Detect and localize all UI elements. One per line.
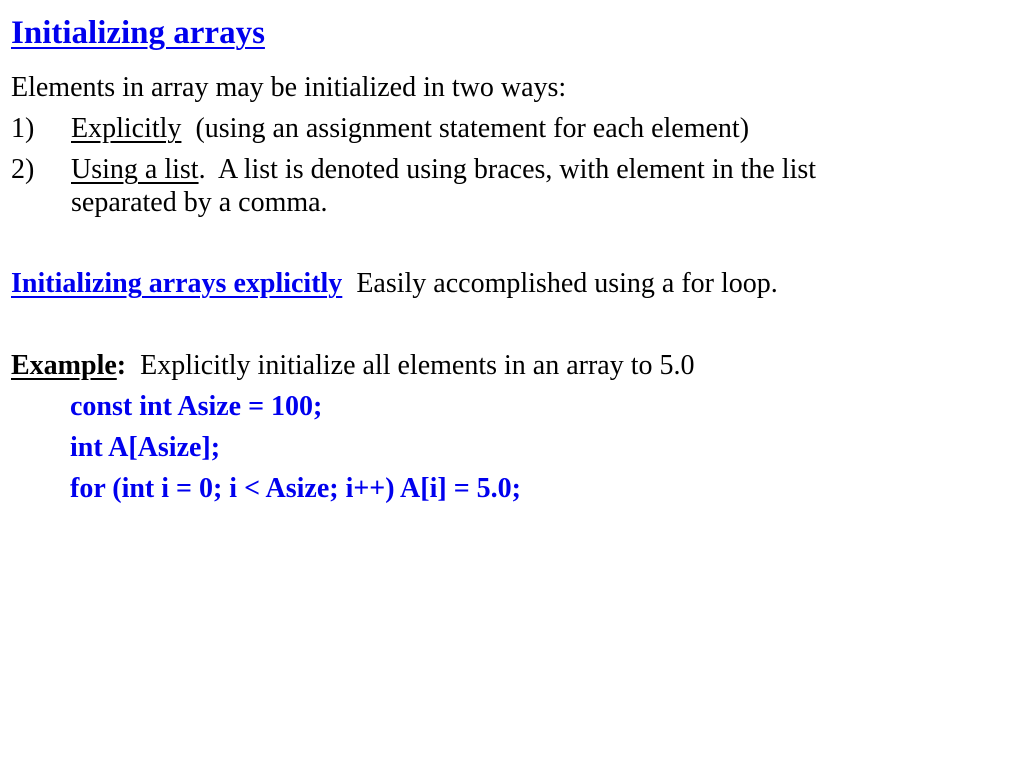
slide-title: Initializing arrays — [11, 15, 265, 51]
list-item-body — [71, 113, 749, 145]
example-text: Explicitly initialize all elements in an array to 5.0 — [126, 350, 695, 381]
code-line: int A[Asize]; — [70, 432, 221, 463]
list-item-body — [71, 154, 816, 186]
list-text: (using an assignment statement for each element) — [181, 113, 750, 144]
section-text: Easily accomplished using a for loop. — [342, 268, 778, 299]
list-term: Explicitly — [71, 113, 182, 144]
code-line: const int Asize = 100; — [70, 391, 323, 422]
section-heading: Initializing arrays explicitly — [11, 268, 343, 299]
list-number: 2) — [11, 154, 35, 185]
list-number: 1) — [11, 113, 35, 144]
example-colon: : — [116, 350, 127, 381]
code-line: for (int i = 0; i < Asize; i++) A[i] = 5.0; — [70, 473, 521, 504]
example-label: Example — [11, 350, 117, 381]
list-continuation: separated by a comma. — [71, 187, 328, 218]
list-term: Using a list — [71, 154, 199, 185]
list-text: . A list is denoted using braces, with element in the list — [198, 154, 817, 185]
example-line — [11, 350, 695, 382]
section-line — [11, 268, 778, 300]
intro-text: Elements in array may be initialized in two ways: — [11, 72, 567, 103]
